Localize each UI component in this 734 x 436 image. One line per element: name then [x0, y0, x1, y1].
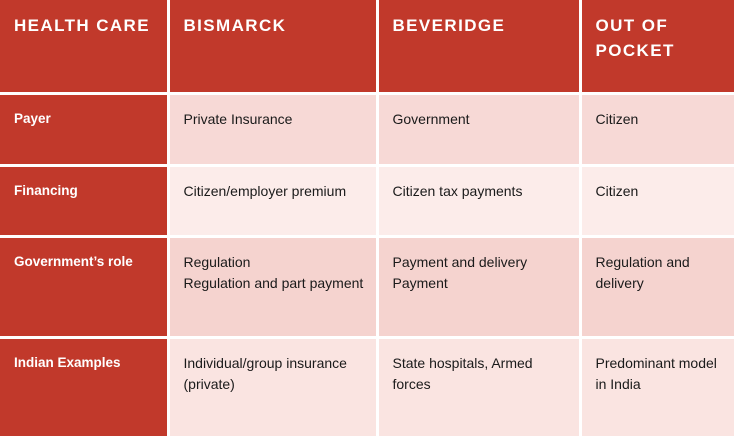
cell-financing-out-of-pocket [580, 165, 734, 237]
cell-governments-role-beveridge [377, 237, 580, 338]
table-row [0, 94, 734, 166]
cell-payer-beveridge [377, 94, 580, 166]
row-label-financing: Financing [0, 165, 168, 237]
table-row [0, 165, 734, 237]
cell-line: Citizen tax payments [392, 182, 523, 199]
column-header-health-care: HEALTH CARE [0, 0, 168, 94]
column-header-beveridge: BEVERIDGE [377, 0, 580, 94]
header-row [0, 0, 734, 94]
cell-line: Regulation and part payment [183, 275, 364, 292]
cell-governments-role-bismarck [168, 237, 377, 338]
cell-line: Payment and delivery [392, 254, 528, 271]
row-label-governments-role: Government’s role [0, 237, 168, 338]
table-row [0, 237, 734, 338]
cell-line: Regulation [183, 254, 251, 271]
table-header [0, 0, 734, 94]
cell-indian-examples-beveridge [377, 337, 580, 436]
cell-line: Predominant model in India [595, 354, 717, 392]
cell-governments-role-out-of-pocket [580, 237, 734, 338]
cell-line: Individual/group insurance (private) [183, 354, 347, 392]
cell-indian-examples-out-of-pocket [580, 337, 734, 436]
table-row [0, 337, 734, 436]
column-header-out-of-pocket: OUT OF POCKET [580, 0, 734, 94]
cell-line: Citizen [595, 111, 639, 127]
cell-financing-bismarck [168, 165, 377, 237]
cell-line: Citizen [595, 182, 639, 199]
cell-indian-examples-bismarck [168, 337, 377, 436]
cell-line: Citizen/employer premium [183, 182, 347, 199]
cell-payer-out-of-pocket [580, 94, 734, 166]
cell-line: Private Insurance [183, 111, 293, 127]
table-body [0, 94, 734, 436]
cell-financing-beveridge [377, 165, 580, 237]
cell-line: State hospitals, Armed forces [392, 354, 533, 392]
cell-payer-bismarck [168, 94, 377, 166]
column-header-bismarck: BISMARCK [168, 0, 377, 94]
row-label-payer: Payer [0, 94, 168, 166]
cell-line: Government [392, 111, 470, 127]
row-label-indian-examples: Indian Examples [0, 337, 168, 436]
cell-line: Regulation and delivery [595, 254, 690, 292]
cell-line: Payment [392, 275, 448, 292]
